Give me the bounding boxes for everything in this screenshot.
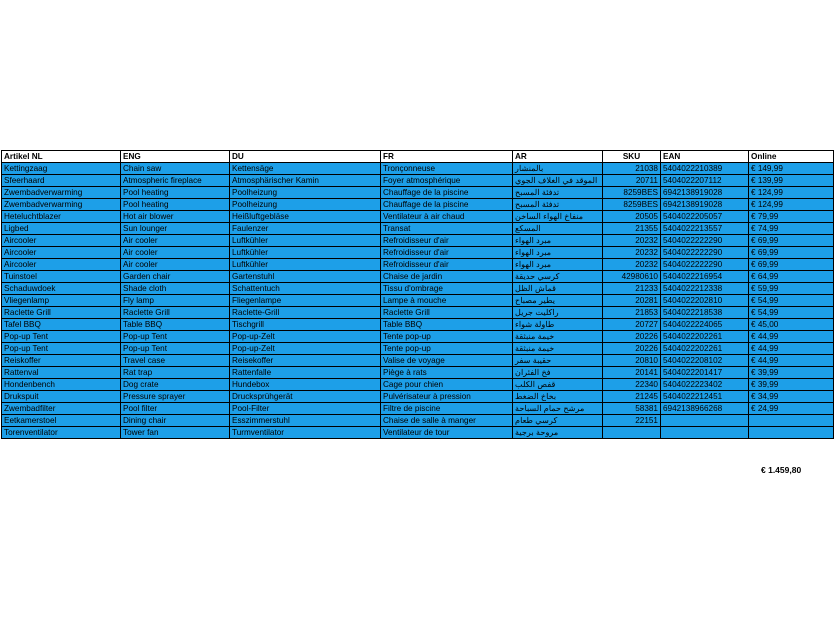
- cell-sku[interactable]: 21038: [603, 163, 661, 175]
- cell-online-price[interactable]: € 149,99: [749, 163, 834, 175]
- cell-ean[interactable]: 5404022216954: [661, 271, 749, 283]
- header-du[interactable]: DU: [230, 151, 381, 163]
- cell-online-price[interactable]: € 39,99: [749, 367, 834, 379]
- cell-name-fr[interactable]: Transat: [381, 223, 513, 235]
- cell-sku[interactable]: 20232: [603, 259, 661, 271]
- cell-name-eng[interactable]: Chain saw: [121, 163, 230, 175]
- cell-online-price[interactable]: € 79,99: [749, 211, 834, 223]
- spreadsheet: [1, 150, 833, 439]
- cell-online-price[interactable]: € 54,99: [749, 295, 834, 307]
- cell-name-fr[interactable]: Refroidisseur d'air: [381, 259, 513, 271]
- table-body: [2, 163, 834, 439]
- cell-name-eng[interactable]: Pool heating: [121, 187, 230, 199]
- cell-online-price[interactable]: € 39,99: [749, 379, 834, 391]
- cell-name-ar[interactable]: مرشح حمام السباحة: [513, 403, 603, 415]
- cell-name-nl[interactable]: Zwembadfilter: [2, 403, 121, 415]
- table-row: [2, 307, 834, 319]
- cell-name-fr[interactable]: Tissu d'ombrage: [381, 283, 513, 295]
- cell-ean[interactable]: [661, 415, 749, 427]
- cell-name-ar[interactable]: منفاخ الهواء الساخن: [513, 211, 603, 223]
- cell-name-du[interactable]: Reisekoffer: [230, 355, 381, 367]
- cell-name-nl[interactable]: Zwembadverwarming: [2, 187, 121, 199]
- cell-name-nl[interactable]: Eetkamerstoel: [2, 415, 121, 427]
- table-row: [2, 175, 834, 187]
- cell-name-du[interactable]: Luftkühler: [230, 247, 381, 259]
- cell-name-fr[interactable]: Foyer atmosphérique: [381, 175, 513, 187]
- cell-name-eng[interactable]: Pop-up Tent: [121, 343, 230, 355]
- cell-name-ar[interactable]: حقيبة سفر: [513, 355, 603, 367]
- cell-name-fr[interactable]: Tronçonneuse: [381, 163, 513, 175]
- cell-sku[interactable]: 20141: [603, 367, 661, 379]
- header-ean[interactable]: EAN: [661, 151, 749, 163]
- cell-online-price[interactable]: € 69,99: [749, 235, 834, 247]
- cell-name-du[interactable]: Esszimmerstuhl: [230, 415, 381, 427]
- cell-name-nl[interactable]: Schaduwdoek: [2, 283, 121, 295]
- cell-sku[interactable]: 20226: [603, 331, 661, 343]
- cell-ean[interactable]: 5404022224065: [661, 319, 749, 331]
- cell-sku[interactable]: 20232: [603, 247, 661, 259]
- table-row: [2, 211, 834, 223]
- cell-name-eng[interactable]: Table BBQ: [121, 319, 230, 331]
- cell-online-price[interactable]: € 59,99: [749, 283, 834, 295]
- cell-name-eng[interactable]: Pool heating: [121, 199, 230, 211]
- cell-sku[interactable]: 21245: [603, 391, 661, 403]
- header-row: [2, 151, 834, 163]
- header-sku[interactable]: SKU: [603, 151, 661, 163]
- cell-ean[interactable]: 6942138919028: [661, 199, 749, 211]
- cell-online-price[interactable]: € 34,99: [749, 391, 834, 403]
- cell-name-fr[interactable]: Cage pour chien: [381, 379, 513, 391]
- cell-name-ar[interactable]: فخ الفئران: [513, 367, 603, 379]
- product-table: [1, 150, 834, 439]
- cell-name-ar[interactable]: تدفئة المسبح: [513, 199, 603, 211]
- cell-sku[interactable]: 8259BES: [603, 199, 661, 211]
- cell-name-eng[interactable]: Dining chair: [121, 415, 230, 427]
- cell-name-du[interactable]: Fliegenlampe: [230, 295, 381, 307]
- cell-online-price[interactable]: € 124,99: [749, 199, 834, 211]
- cell-name-ar[interactable]: مبرد الهواء: [513, 247, 603, 259]
- table-row: [2, 283, 834, 295]
- cell-sku[interactable]: 22340: [603, 379, 661, 391]
- cell-name-eng[interactable]: Travel case: [121, 355, 230, 367]
- cell-ean[interactable]: 5404022205057: [661, 211, 749, 223]
- cell-name-nl[interactable]: Aircooler: [2, 247, 121, 259]
- cell-name-nl[interactable]: Zwembadverwarming: [2, 199, 121, 211]
- cell-name-ar[interactable]: قفص الكلب: [513, 379, 603, 391]
- cell-name-ar[interactable]: مروحة برجية: [513, 427, 603, 439]
- header-artikel-nl[interactable]: Artikel NL: [2, 151, 121, 163]
- cell-name-nl[interactable]: Tafel BBQ: [2, 319, 121, 331]
- cell-name-ar[interactable]: المسكع: [513, 223, 603, 235]
- cell-ean[interactable]: 5404022222290: [661, 247, 749, 259]
- cell-name-eng[interactable]: Rat trap: [121, 367, 230, 379]
- cell-name-eng[interactable]: Sun lounger: [121, 223, 230, 235]
- cell-online-price[interactable]: € 44,99: [749, 331, 834, 343]
- cell-name-eng[interactable]: Hot air blower: [121, 211, 230, 223]
- cell-name-eng[interactable]: Air cooler: [121, 235, 230, 247]
- cell-name-nl[interactable]: Aircooler: [2, 235, 121, 247]
- cell-name-ar[interactable]: خيمة منبثقة: [513, 331, 603, 343]
- cell-name-du[interactable]: Poolheizung: [230, 187, 381, 199]
- cell-name-ar[interactable]: كرسي طعام: [513, 415, 603, 427]
- cell-online-price[interactable]: € 45,00: [749, 319, 834, 331]
- cell-name-du[interactable]: Poolheizung: [230, 199, 381, 211]
- cell-name-nl[interactable]: Sfeerhaard: [2, 175, 121, 187]
- cell-ean[interactable]: 5404022210389: [661, 163, 749, 175]
- cell-ean[interactable]: 6942138966268: [661, 403, 749, 415]
- cell-name-nl[interactable]: Heteluchtblazer: [2, 211, 121, 223]
- cell-ean[interactable]: 5404022213557: [661, 223, 749, 235]
- cell-sku[interactable]: 8259BES: [603, 187, 661, 199]
- cell-name-nl[interactable]: Rattenval: [2, 367, 121, 379]
- cell-name-eng[interactable]: Air cooler: [121, 259, 230, 271]
- table-row: [2, 271, 834, 283]
- cell-name-fr[interactable]: Filtre de piscine: [381, 403, 513, 415]
- cell-name-ar[interactable]: الموقد في الغلاف الجوي: [513, 175, 603, 187]
- cell-online-price[interactable]: € 124,99: [749, 187, 834, 199]
- cell-sku[interactable]: 21853: [603, 307, 661, 319]
- cell-name-ar[interactable]: خيمة منبثقة: [513, 343, 603, 355]
- cell-online-price[interactable]: € 44,99: [749, 343, 834, 355]
- cell-ean[interactable]: 5404022207112: [661, 175, 749, 187]
- cell-name-du[interactable]: Schattentuch: [230, 283, 381, 295]
- cell-ean[interactable]: 5404022222290: [661, 235, 749, 247]
- cell-ean[interactable]: 5404022208102: [661, 355, 749, 367]
- cell-sku[interactable]: [603, 427, 661, 439]
- cell-ean[interactable]: 5404022202261: [661, 331, 749, 343]
- cell-name-ar[interactable]: بخاخ الضغط: [513, 391, 603, 403]
- cell-name-nl[interactable]: Tuinstoel: [2, 271, 121, 283]
- cell-name-eng[interactable]: Shade cloth: [121, 283, 230, 295]
- cell-name-fr[interactable]: Raclette Grill: [381, 307, 513, 319]
- cell-name-fr[interactable]: Pulvérisateur à pression: [381, 391, 513, 403]
- cell-name-ar[interactable]: طاولة شواء: [513, 319, 603, 331]
- cell-name-fr[interactable]: Ventilateur de tour: [381, 427, 513, 439]
- cell-name-ar[interactable]: مبرد الهواء: [513, 235, 603, 247]
- cell-name-fr[interactable]: Lampe à mouche: [381, 295, 513, 307]
- cell-sku[interactable]: 58381: [603, 403, 661, 415]
- cell-online-price[interactable]: € 139,99: [749, 175, 834, 187]
- cell-name-eng[interactable]: Pressure sprayer: [121, 391, 230, 403]
- cell-online-price[interactable]: [749, 415, 834, 427]
- table-row: [2, 235, 834, 247]
- cell-sku[interactable]: 20711: [603, 175, 661, 187]
- table-row: [2, 403, 834, 415]
- cell-name-du[interactable]: Tischgrill: [230, 319, 381, 331]
- header-fr[interactable]: FR: [381, 151, 513, 163]
- cell-name-du[interactable]: Pop-up-Zelt: [230, 331, 381, 343]
- cell-ean[interactable]: 5404022201417: [661, 367, 749, 379]
- table-row: [2, 295, 834, 307]
- cell-name-nl[interactable]: Pop-up Tent: [2, 331, 121, 343]
- cell-sku[interactable]: 20810: [603, 355, 661, 367]
- cell-name-eng[interactable]: Atmospheric fireplace: [121, 175, 230, 187]
- cell-name-eng[interactable]: Tower fan: [121, 427, 230, 439]
- cell-sku[interactable]: 22151: [603, 415, 661, 427]
- cell-name-du[interactable]: Kettensäge: [230, 163, 381, 175]
- total-price[interactable]: € 1.459,80: [761, 465, 802, 475]
- cell-name-du[interactable]: Faulenzer: [230, 223, 381, 235]
- cell-name-ar[interactable]: يطير مصباح: [513, 295, 603, 307]
- cell-ean[interactable]: 5404022212451: [661, 391, 749, 403]
- cell-name-nl[interactable]: Pop-up Tent: [2, 343, 121, 355]
- cell-name-du[interactable]: Rattenfalle: [230, 367, 381, 379]
- cell-name-fr[interactable]: Refroidisseur d'air: [381, 235, 513, 247]
- cell-sku[interactable]: 21355: [603, 223, 661, 235]
- cell-name-eng[interactable]: Garden chair: [121, 271, 230, 283]
- table-row: [2, 187, 834, 199]
- cell-name-fr[interactable]: Piège à rats: [381, 367, 513, 379]
- cell-name-ar[interactable]: كرسي حديقة: [513, 271, 603, 283]
- cell-name-du[interactable]: Luftkühler: [230, 235, 381, 247]
- cell-sku[interactable]: 21233: [603, 283, 661, 295]
- cell-name-du[interactable]: Luftkühler: [230, 259, 381, 271]
- cell-sku[interactable]: 20727: [603, 319, 661, 331]
- cell-sku[interactable]: 20505: [603, 211, 661, 223]
- cell-name-nl[interactable]: Aircooler: [2, 259, 121, 271]
- cell-name-du[interactable]: Heißluftgebläse: [230, 211, 381, 223]
- cell-ean[interactable]: 5404022223402: [661, 379, 749, 391]
- cell-name-nl[interactable]: Torenventilator: [2, 427, 121, 439]
- table-row: [2, 343, 834, 355]
- cell-name-ar[interactable]: تدفئة المسبح: [513, 187, 603, 199]
- table-row: [2, 427, 834, 439]
- cell-name-du[interactable]: Gartenstuhl: [230, 271, 381, 283]
- cell-name-du[interactable]: Atmosphärischer Kamin: [230, 175, 381, 187]
- table-row: [2, 415, 834, 427]
- cell-ean[interactable]: 5404022202261: [661, 343, 749, 355]
- cell-online-price[interactable]: € 74,99: [749, 223, 834, 235]
- cell-name-eng[interactable]: Fly lamp: [121, 295, 230, 307]
- table-row: [2, 163, 834, 175]
- cell-name-fr[interactable]: Table BBQ: [381, 319, 513, 331]
- cell-online-price[interactable]: € 54,99: [749, 307, 834, 319]
- cell-sku[interactable]: 20226: [603, 343, 661, 355]
- cell-online-price[interactable]: € 24,99: [749, 403, 834, 415]
- cell-name-nl[interactable]: Ligbed: [2, 223, 121, 235]
- cell-sku[interactable]: 20281: [603, 295, 661, 307]
- cell-name-nl[interactable]: Drukspuit: [2, 391, 121, 403]
- cell-ean[interactable]: 6942138919028: [661, 187, 749, 199]
- cell-online-price[interactable]: € 64,99: [749, 271, 834, 283]
- cell-name-fr[interactable]: Tente pop-up: [381, 343, 513, 355]
- cell-name-du[interactable]: Pop-up-Zelt: [230, 343, 381, 355]
- cell-online-price[interactable]: € 69,99: [749, 247, 834, 259]
- cell-name-fr[interactable]: Refroidisseur d'air: [381, 247, 513, 259]
- table-row: [2, 259, 834, 271]
- cell-name-ar[interactable]: مبرد الهواء: [513, 259, 603, 271]
- cell-ean[interactable]: 5404022212338: [661, 283, 749, 295]
- cell-ean[interactable]: 5404022222290: [661, 259, 749, 271]
- cell-online-price[interactable]: € 44,99: [749, 355, 834, 367]
- cell-online-price[interactable]: [749, 427, 834, 439]
- cell-name-ar[interactable]: قماش الظل: [513, 283, 603, 295]
- table-row: [2, 199, 834, 211]
- cell-name-fr[interactable]: Chauffage de la piscine: [381, 199, 513, 211]
- cell-name-nl[interactable]: Hondenbench: [2, 379, 121, 391]
- cell-name-nl[interactable]: Kettingzaag: [2, 163, 121, 175]
- cell-name-eng[interactable]: Dog crate: [121, 379, 230, 391]
- cell-ean[interactable]: [661, 427, 749, 439]
- cell-name-du[interactable]: Turmventilator: [230, 427, 381, 439]
- table-row: [2, 367, 834, 379]
- table-row: [2, 223, 834, 235]
- cell-sku[interactable]: 42980610: [603, 271, 661, 283]
- cell-name-nl[interactable]: Vliegenlamp: [2, 295, 121, 307]
- cell-name-eng[interactable]: Raclette Grill: [121, 307, 230, 319]
- cell-name-du[interactable]: Raclette-Grill: [230, 307, 381, 319]
- cell-name-nl[interactable]: Reiskoffer: [2, 355, 121, 367]
- cell-name-fr[interactable]: Chaise de salle à manger: [381, 415, 513, 427]
- cell-name-fr[interactable]: Tente pop-up: [381, 331, 513, 343]
- cell-name-du[interactable]: Hundebox: [230, 379, 381, 391]
- cell-name-eng[interactable]: Air cooler: [121, 247, 230, 259]
- cell-name-eng[interactable]: Pop-up Tent: [121, 331, 230, 343]
- cell-sku[interactable]: 20232: [603, 235, 661, 247]
- table-row: [2, 379, 834, 391]
- cell-ean[interactable]: 5404022202810: [661, 295, 749, 307]
- cell-online-price[interactable]: € 69,99: [749, 259, 834, 271]
- cell-name-ar[interactable]: بالمنشار: [513, 163, 603, 175]
- cell-name-fr[interactable]: Ventilateur à air chaud: [381, 211, 513, 223]
- cell-name-fr[interactable]: Valise de voyage: [381, 355, 513, 367]
- cell-name-du[interactable]: Pool-Filter: [230, 403, 381, 415]
- table-row: [2, 391, 834, 403]
- header-eng[interactable]: ENG: [121, 151, 230, 163]
- table-row: [2, 247, 834, 259]
- cell-ean[interactable]: 5404022218538: [661, 307, 749, 319]
- cell-name-nl[interactable]: Raclette Grill: [2, 307, 121, 319]
- cell-name-eng[interactable]: Pool filter: [121, 403, 230, 415]
- table-row: [2, 319, 834, 331]
- cell-name-fr[interactable]: Chaise de jardin: [381, 271, 513, 283]
- header-ar[interactable]: AR: [513, 151, 603, 163]
- cell-name-fr[interactable]: Chauffage de la piscine: [381, 187, 513, 199]
- cell-name-du[interactable]: Drucksprühgerät: [230, 391, 381, 403]
- cell-name-ar[interactable]: راكليت جريل: [513, 307, 603, 319]
- header-online[interactable]: Online: [749, 151, 834, 163]
- table-row: [2, 355, 834, 367]
- table-row: [2, 331, 834, 343]
